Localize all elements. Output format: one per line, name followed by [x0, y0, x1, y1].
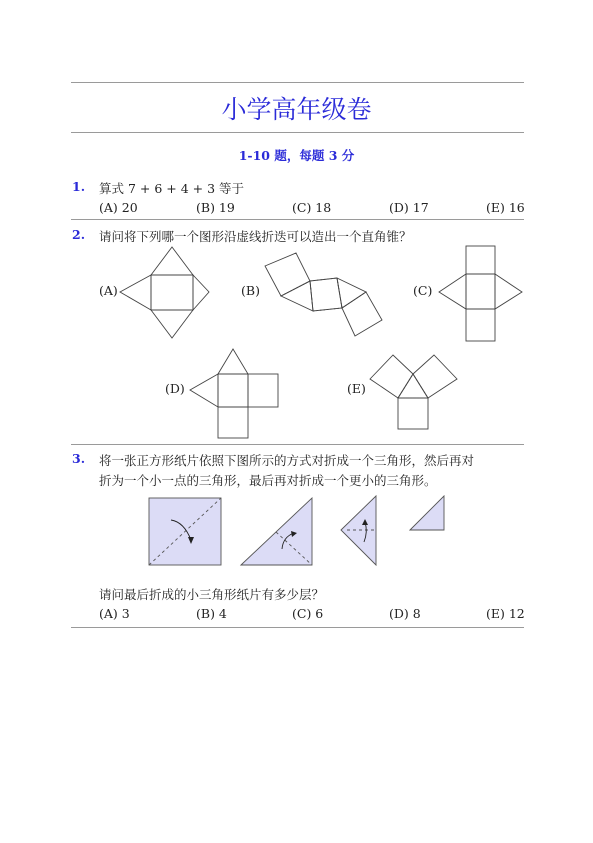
- q3-number: 3.: [72, 451, 86, 466]
- q2-label-e[interactable]: (E): [347, 381, 366, 396]
- q3-option-a[interactable]: (A) 3: [99, 606, 130, 621]
- q1-option-b[interactable]: (B) 19: [196, 200, 235, 215]
- q1-number: 1.: [72, 179, 86, 194]
- q1-text: 算式 7 + 6 + 4 + 3 等于: [99, 181, 245, 196]
- q2-label-c[interactable]: (C): [413, 283, 433, 298]
- q1-option-e[interactable]: (E) 16: [486, 200, 525, 215]
- q1-option-a[interactable]: (A) 20: [99, 200, 138, 215]
- q3-rule: [71, 627, 524, 628]
- q3-question: 请问最后折成的小三角形纸片有多少层？: [99, 587, 325, 602]
- q1-option-c[interactable]: (C) 18: [292, 200, 332, 215]
- q3-text-line2: 折为一个小一点的三角形，最后再对折成一个更小的三角形。: [99, 473, 437, 488]
- q2-label-d[interactable]: (D): [165, 381, 185, 396]
- page-title: 小学高年级卷: [221, 95, 372, 124]
- q2-text: 请问将下列哪一个图形沿虚线折迭可以造出一个直角锥？: [99, 229, 412, 244]
- q1-option-d[interactable]: (D) 17: [389, 200, 429, 215]
- q3-option-e[interactable]: (E) 12: [486, 606, 525, 621]
- q2-label-b[interactable]: (B): [241, 283, 260, 298]
- q3-option-d[interactable]: (D) 8: [389, 606, 421, 621]
- q3-option-c[interactable]: (C) 6: [292, 606, 324, 621]
- section-heading: 1-10 题，每题 3 分: [238, 148, 355, 163]
- q2-number: 2.: [72, 227, 86, 242]
- q2-label-a[interactable]: (A): [99, 283, 118, 298]
- q3-option-b[interactable]: (B) 4: [196, 606, 227, 621]
- q3-text-line1: 将一张正方形纸片依照下图所示的方式对折成一个三角形，然后再对: [99, 453, 475, 468]
